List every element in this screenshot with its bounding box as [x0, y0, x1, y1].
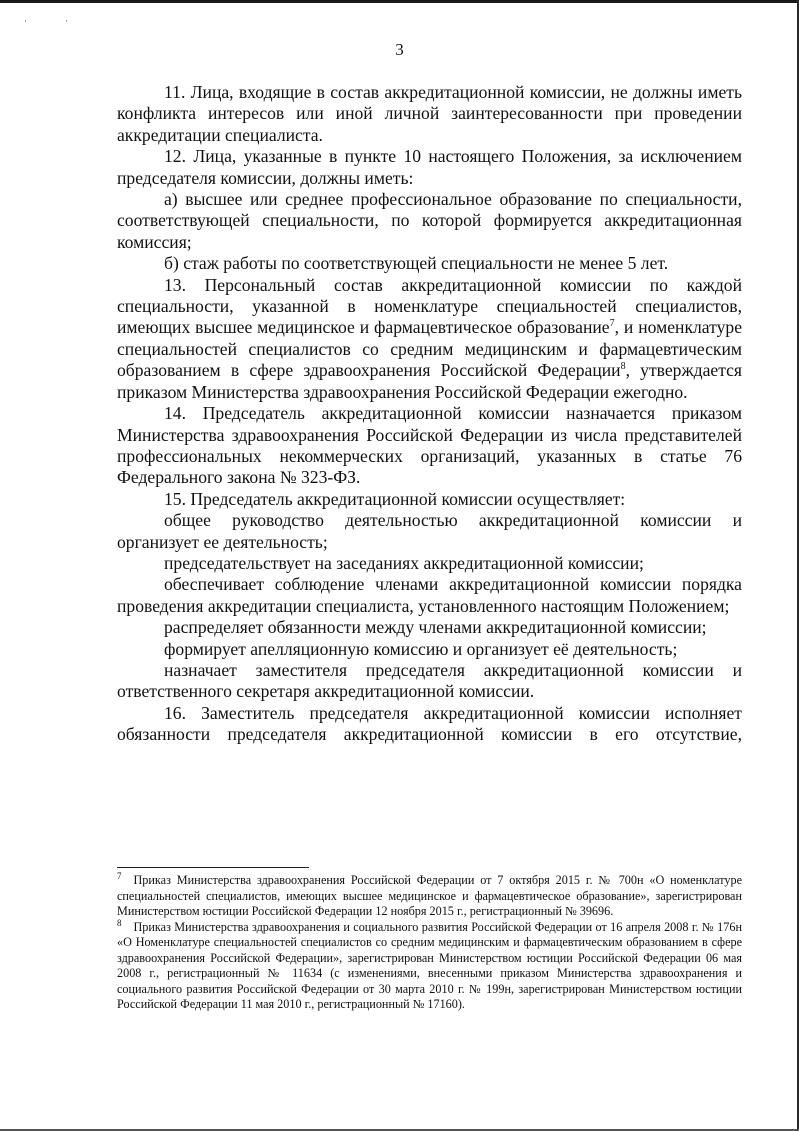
- scan-specks: · ·: [24, 16, 87, 26]
- paragraph-13-part2: , и номенклатуре специальностей специалистов со средним медицинским и фармацевтическим образованием в сфере здравоохранения Российской Федерации: [117, 317, 742, 381]
- paragraph-15-item: обеспечивает соблюдение членами аккредитационной комиссии порядка проведения аккредитации специалиста, установленного настоящим Положением;: [117, 574, 742, 616]
- paragraph-11: 11. Лица, входящие в состав аккредитационной комиссии, не должны иметь конфликта интересов или иной личной заинтересованности при проведении аккредитации специалиста.: [117, 82, 742, 145]
- footnote-text: Приказ Министерства здравоохранения и социального развития Российской Федерации от 16 апреля 2008 г. № 176н «О Номенклатуре специальностей специалистов со средним медицинским и фармацевтическим образованием в сфере здравоохранения Российской Федерации», зарегистрирован Министерством юстиции Российской Федерации 06 мая 2008 г., регистрационный № 11634 (с изменениями, внесенными приказом Министерства здравоохранения и социального развития Российской Федерации от 30 марта 2010 г. № 199н, зарегистрирован Министерством юстиции Российской Федерации 11 мая 2010 г., регистрационный № 17160).: [117, 919, 742, 1011]
- paragraph-15-item: распределяет обязанности между членами аккредитационной комиссии;: [164, 617, 707, 638]
- footnote-8: [117, 917, 742, 1013]
- paragraph-15-item: общее руководство деятельностью аккредитационной комиссии и организует ее деятельность;: [117, 510, 742, 552]
- paragraph-13-part3: , утверждается приказом Министерства здравоохранения Российской Федерации ежегодно.: [117, 360, 743, 402]
- paragraph-13: [117, 275, 742, 403]
- paragraph-12-a: а) высшее или среднее профессиональное образование по специальности, соответствующей специальности, по которой формируется аккредитационная комиссия;: [117, 189, 742, 252]
- footnote-mark: 8: [117, 917, 122, 928]
- paragraph-15-item: председательствует на заседаниях аккредитационной комиссии;: [164, 552, 644, 573]
- footnote-7: [117, 873, 742, 920]
- paragraph-15-item: формирует апелляционную комиссию и организует её деятельность;: [164, 638, 678, 659]
- page-number: 3: [395, 40, 404, 59]
- scan-edge-top: [0, 0, 799, 3]
- paragraph-16: 16. Заместитель председателя аккредитационной комиссии исполняет обязанности председателя аккредитационной комиссии в его отсутствие,: [117, 702, 742, 745]
- footnote-text: Приказ Министерства здравоохранения Российской Федерации от 7 октября 2015 г. № 700н «О номенклатуре специальностей специалистов, имеющих высшее медицинское и фармацевтическое образование», зарегистрирован Министерством юстиции Российской Федерации 12 ноября 2015 г., регистрационный № 39696.: [117, 873, 742, 918]
- paragraph-12-b: б) стаж работы по соответствующей специальности не менее 5 лет.: [164, 253, 669, 274]
- footnote-ref-7[interactable]: 7: [609, 318, 615, 330]
- footnote-ref-8[interactable]: 8: [620, 361, 626, 373]
- paragraph-15-item: назначает заместителя председателя аккредитационной комиссии и ответственного секретаря аккредитационной комиссии.: [117, 659, 742, 702]
- document-body: [117, 82, 742, 746]
- paragraph-15: 15. Председатель аккредитационной комиссии осуществляет:: [164, 488, 626, 509]
- footnote-separator: [117, 867, 309, 868]
- footnote-mark: 7: [117, 871, 122, 881]
- paragraph-13-part1: 13. Персональный состав аккредитационной комиссии по каждой специальности, указанной в номенклатуре специальностей специалистов, имеющих высшее медицинское и фармацевтическое образование: [117, 274, 742, 338]
- paragraph-12: 12. Лица, указанные в пункте 10 настоящего Положения, за исключением председателя комиссии, должны иметь:: [117, 146, 742, 188]
- footnotes: [117, 873, 742, 1013]
- paragraph-14: 14. Председатель аккредитационной комиссии назначается приказом Министерства здравоохранения Российской Федерации из числа представителей профессиональных некоммерческих организаций, указанных в статье 76 Федерального закона № 323-ФЗ.: [117, 403, 742, 488]
